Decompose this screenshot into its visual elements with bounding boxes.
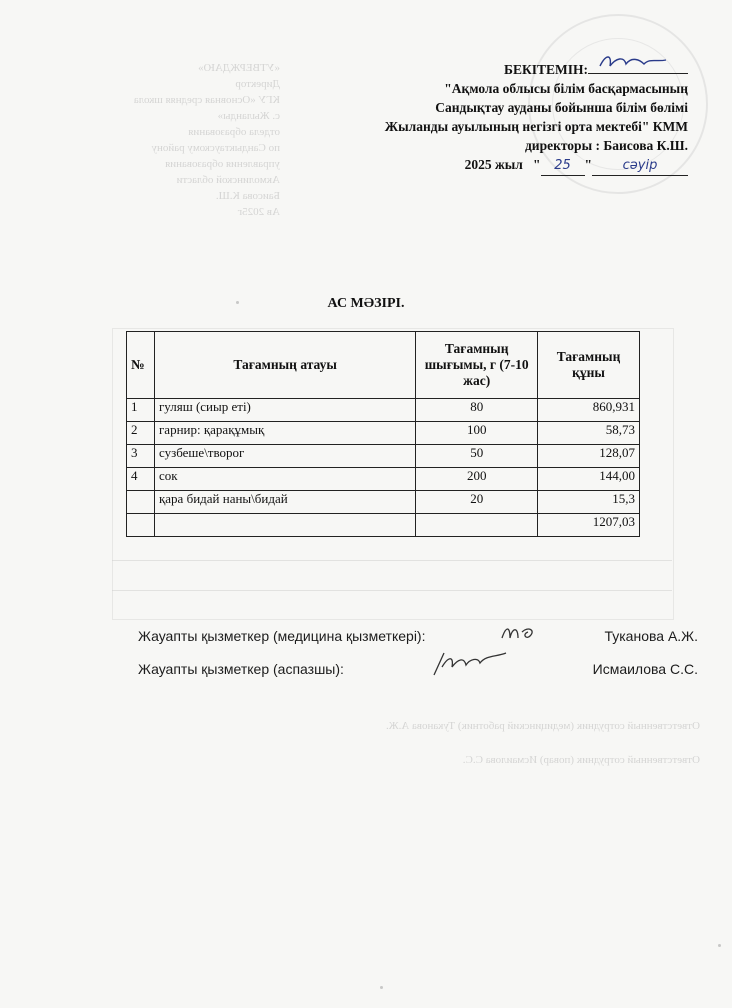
approval-heading-line	[308, 58, 688, 79]
table-row	[127, 468, 640, 491]
bleed-through-text: «УТВЕРЖДАЮ» Директор КГУ «Основная средняя школа с. Жыланды» отдела образования по Сандыктаускому району управления образования Акмолинской области Баисова К.Ш. Ав 2025г	[133, 62, 280, 218]
row-number: 1	[127, 399, 155, 422]
row-price: 860,931	[538, 399, 640, 422]
row-price: 144,00	[538, 468, 640, 491]
approval-line-2: Сандықтау ауданы бойынша білім бөлімі	[435, 100, 688, 115]
signature-icon	[430, 647, 510, 681]
responsible-label: Жауапты қызметкер (медицина қызметкері):	[138, 628, 426, 644]
bleed-through-line	[112, 590, 672, 591]
signature-icon	[500, 622, 540, 644]
menu-table	[126, 331, 640, 537]
row-price: 15,3	[538, 491, 640, 514]
row-number: 2	[127, 422, 155, 445]
row-dish-name: қара бидай наны\бидай	[154, 491, 415, 514]
row-number: 4	[127, 468, 155, 491]
header-dish-name: Тағамның атауы	[154, 332, 415, 399]
approval-heading: БЕКІТЕМІН:	[504, 62, 588, 77]
page-title: АС МӘЗІРІ.	[327, 296, 405, 311]
row-yield: 100	[416, 422, 538, 445]
date-day: 25	[541, 156, 585, 176]
approval-signature	[588, 58, 688, 74]
table-row	[127, 422, 640, 445]
row-yield: 200	[416, 468, 538, 491]
total-empty-cell	[416, 514, 538, 537]
row-price: 58,73	[538, 422, 640, 445]
table-row	[127, 491, 640, 514]
approval-block	[308, 58, 688, 176]
responsible-medical	[138, 628, 698, 652]
approval-line-1: "Ақмола облысы білім басқармасының	[444, 81, 688, 96]
total-empty-cell	[127, 514, 155, 537]
row-price: 128,07	[538, 445, 640, 468]
row-yield: 50	[416, 445, 538, 468]
bleed-through-text: Ответственный сотрудник (медицинский работник) Туканова А.Ж.	[385, 720, 700, 732]
approval-line-4: директоры : Баисова К.Ш.	[524, 138, 688, 153]
row-number: 3	[127, 445, 155, 468]
responsible-name: Туканова А.Ж.	[604, 628, 698, 644]
responsible-cook	[138, 661, 698, 685]
total-empty-cell	[154, 514, 415, 537]
header-yield: Тағамның шығымы, г (7-10 жас)	[416, 332, 538, 399]
row-dish-name: гарнир: қарақұмық	[154, 422, 415, 445]
responsible-name: Исмаилова С.С.	[592, 661, 698, 677]
table-row	[127, 445, 640, 468]
header-number: №	[127, 332, 155, 399]
bleed-through-text: Ответственный сотрудник (повар) Исмаилова С.С.	[462, 754, 700, 766]
total-price: 1207,03	[538, 514, 640, 537]
row-number	[127, 491, 155, 514]
row-dish-name: гуляш (сиыр еті)	[154, 399, 415, 422]
scan-speck	[380, 986, 383, 989]
row-dish-name: сок	[154, 468, 415, 491]
scan-speck	[236, 301, 239, 304]
date-year: 2025 жыл	[464, 157, 523, 172]
table-total-row	[127, 514, 640, 537]
row-yield: 20	[416, 491, 538, 514]
approval-line-3: Жыланды ауылының негізгі орта мектебі" КММ	[384, 119, 688, 134]
signature-icon	[596, 52, 676, 72]
approval-date: 2025 жыл " 25 " сәуір	[308, 155, 688, 176]
bleed-through-line	[112, 560, 672, 561]
row-yield: 80	[416, 399, 538, 422]
date-month: сәуір	[592, 156, 688, 176]
row-dish-name: сузбеше\творог	[154, 445, 415, 468]
responsible-label: Жауапты қызметкер (аспазшы):	[138, 661, 344, 677]
table-header-row	[127, 332, 640, 399]
scan-speck	[718, 944, 721, 947]
header-price: Тағамның құны	[538, 332, 640, 399]
table-row	[127, 399, 640, 422]
